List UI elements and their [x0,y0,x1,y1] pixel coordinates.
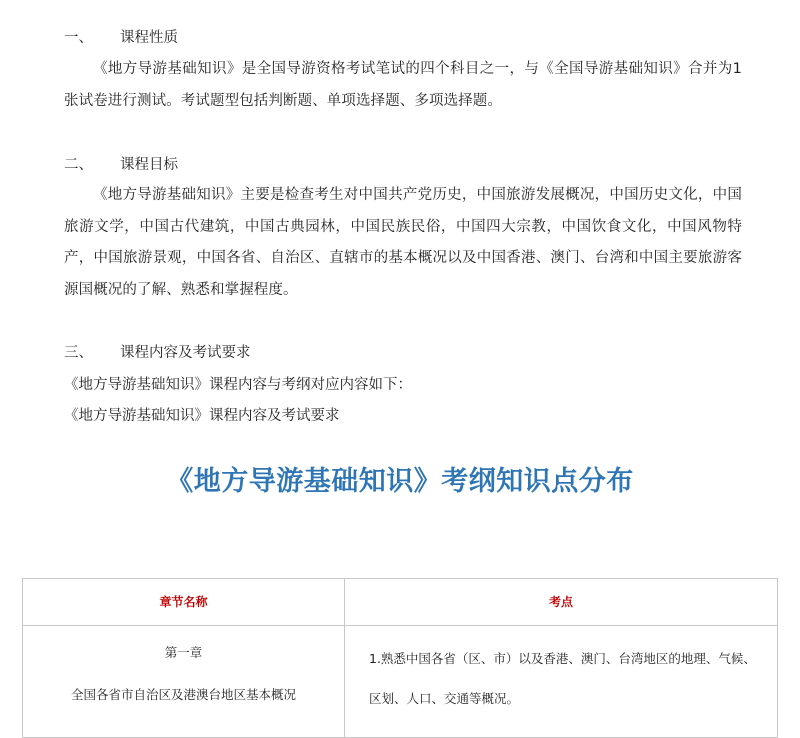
section-3-line-2: 《地方导游基础知识》课程内容及考试要求 [64,408,340,424]
table-row-divider [23,625,777,626]
section-1-title: 课程性质 [120,30,178,46]
section-3-number: 三、 [64,345,93,361]
table-cell-exam-point: 1.熟悉中国各省（区、市）以及香港、澳门、台湾地区的地理、气候、区划、人口、交通等概况。 [369,651,756,706]
section-2-number: 二、 [64,157,93,173]
section-1-heading [64,28,178,48]
table-cell-chapter-name: 全国各省市自治区及港澳台地区基本概况 [70,687,296,702]
table-header-points: 考点 [548,595,573,609]
section-2-title: 课程目标 [120,157,178,173]
section-1-body: 《地方导游基础知识》是全国导游资格考试笔试的四个科目之一，与《全国导游基础知识》合并为1张试卷进行测试。考试题型包括判断题、单项选择题、多项选择题。 [64,61,742,109]
section-3-line-1: 《地方导游基础知识》课程内容与考纲对应内容如下： [64,377,412,393]
syllabus-table [22,578,778,738]
table-header-chapter: 章节名称 [159,595,208,609]
banner-title: 《地方导游基础知识》考纲知识点分布 [166,466,634,497]
section-2-heading [64,155,178,175]
section-3-title: 课程内容及考试要求 [120,345,251,361]
section-3-heading [64,343,251,363]
section-2-body: 《地方导游基础知识》主要是检查考生对中国共产党历史，中国旅游发展概况，中国历史文化，中国旅游文学，中国古代建筑，中国古典园林，中国民族民俗，中国四大宗教，中国饮食文化，中国风物特产，中国旅游景观，中国各省、自治区、直辖市的基本概况以及中国香港、澳门、台湾和中国主要旅游客源国概况的了解、熟悉和掌握程度。 [64,187,742,298]
section-1-number: 一、 [64,30,93,46]
table-cell-chapter-number: 第一章 [164,645,203,660]
